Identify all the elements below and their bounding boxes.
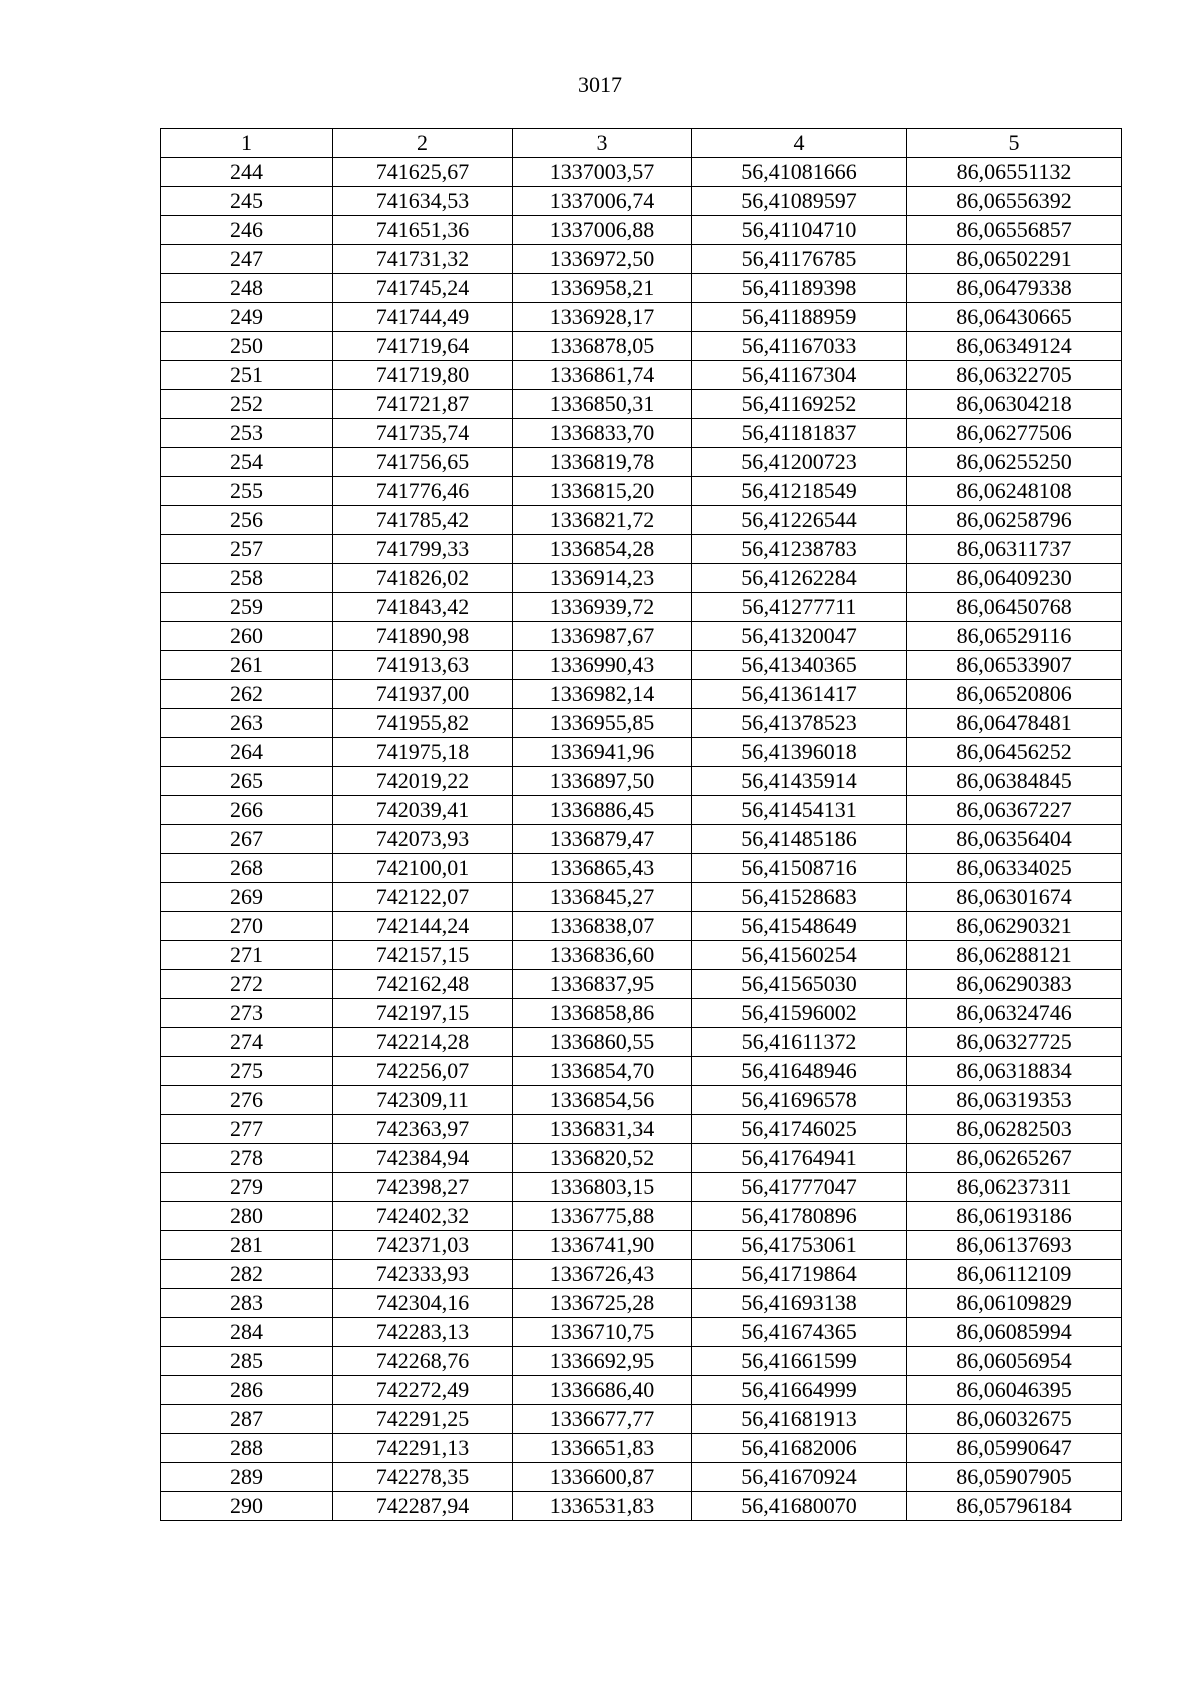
table-cell: 1336914,23 <box>513 564 692 593</box>
table-cell: 56,41508716 <box>692 854 907 883</box>
table-cell: 742122,07 <box>333 883 513 912</box>
table-row <box>161 1173 1122 1202</box>
table-cell: 741776,46 <box>333 477 513 506</box>
table-cell: 56,41693138 <box>692 1289 907 1318</box>
table-cell: 245 <box>161 187 333 216</box>
table-row <box>161 158 1122 187</box>
table-row <box>161 1434 1122 1463</box>
table-cell: 283 <box>161 1289 333 1318</box>
table-cell: 1336939,72 <box>513 593 692 622</box>
table-cell: 56,41661599 <box>692 1347 907 1376</box>
table-cell: 741937,00 <box>333 680 513 709</box>
column-header-3: 3 <box>513 129 692 158</box>
table-row <box>161 651 1122 680</box>
table-cell: 56,41435914 <box>692 767 907 796</box>
table-cell: 741843,42 <box>333 593 513 622</box>
table-row <box>161 1202 1122 1231</box>
table-cell: 742283,13 <box>333 1318 513 1347</box>
table-cell: 270 <box>161 912 333 941</box>
table-cell: 56,41340365 <box>692 651 907 680</box>
table-cell: 86,06318834 <box>907 1057 1122 1086</box>
table-cell: 56,41454131 <box>692 796 907 825</box>
table-cell: 1336897,50 <box>513 767 692 796</box>
table-cell: 56,41764941 <box>692 1144 907 1173</box>
table-cell: 285 <box>161 1347 333 1376</box>
table-row <box>161 564 1122 593</box>
table-header <box>161 129 1122 158</box>
table-cell: 1336958,21 <box>513 274 692 303</box>
table-cell: 56,41696578 <box>692 1086 907 1115</box>
table-cell: 1336725,28 <box>513 1289 692 1318</box>
table-cell: 742073,93 <box>333 825 513 854</box>
table-cell: 280 <box>161 1202 333 1231</box>
table-cell: 1336726,43 <box>513 1260 692 1289</box>
table-cell: 741719,80 <box>333 361 513 390</box>
table-cell: 56,41361417 <box>692 680 907 709</box>
table-cell: 1336860,55 <box>513 1028 692 1057</box>
table-cell: 1336941,96 <box>513 738 692 767</box>
table-cell: 86,06551132 <box>907 158 1122 187</box>
table-cell: 86,06409230 <box>907 564 1122 593</box>
table-cell: 273 <box>161 999 333 1028</box>
table-cell: 56,41262284 <box>692 564 907 593</box>
table-cell: 86,06319353 <box>907 1086 1122 1115</box>
table-row <box>161 361 1122 390</box>
table-cell: 86,06556392 <box>907 187 1122 216</box>
table-row <box>161 767 1122 796</box>
table-cell: 86,06282503 <box>907 1115 1122 1144</box>
table-cell: 1336886,45 <box>513 796 692 825</box>
table-cell: 86,06324746 <box>907 999 1122 1028</box>
table-cell: 1336990,43 <box>513 651 692 680</box>
table-cell: 56,41226544 <box>692 506 907 535</box>
table-cell: 86,06529116 <box>907 622 1122 651</box>
table-cell: 86,06265267 <box>907 1144 1122 1173</box>
table-cell: 56,41200723 <box>692 448 907 477</box>
table-cell: 86,06322705 <box>907 361 1122 390</box>
column-header-2: 2 <box>333 129 513 158</box>
table-cell: 86,06520806 <box>907 680 1122 709</box>
table-cell: 56,41780896 <box>692 1202 907 1231</box>
table-cell: 1336819,78 <box>513 448 692 477</box>
table-cell: 742157,15 <box>333 941 513 970</box>
table-cell: 56,41560254 <box>692 941 907 970</box>
table-cell: 56,41674365 <box>692 1318 907 1347</box>
table-cell: 741625,67 <box>333 158 513 187</box>
table-row <box>161 1144 1122 1173</box>
table-cell: 1336837,95 <box>513 970 692 999</box>
table-cell: 1337006,88 <box>513 216 692 245</box>
table-cell: 56,41682006 <box>692 1434 907 1463</box>
table-row <box>161 941 1122 970</box>
table-cell: 742333,93 <box>333 1260 513 1289</box>
table-cell: 741890,98 <box>333 622 513 651</box>
table-row <box>161 593 1122 622</box>
table-row <box>161 1231 1122 1260</box>
table-cell: 268 <box>161 854 333 883</box>
table-cell: 86,06533907 <box>907 651 1122 680</box>
table-row <box>161 1405 1122 1434</box>
table-cell: 271 <box>161 941 333 970</box>
table-cell: 56,41548649 <box>692 912 907 941</box>
table-cell: 86,05990647 <box>907 1434 1122 1463</box>
table-row <box>161 999 1122 1028</box>
table-cell: 56,41169252 <box>692 390 907 419</box>
table-cell: 1336861,74 <box>513 361 692 390</box>
table-row <box>161 854 1122 883</box>
table-cell: 742287,94 <box>333 1492 513 1521</box>
table-cell: 259 <box>161 593 333 622</box>
table-cell: 86,06367227 <box>907 796 1122 825</box>
table-cell: 56,41596002 <box>692 999 907 1028</box>
table-cell: 86,06137693 <box>907 1231 1122 1260</box>
table-cell: 255 <box>161 477 333 506</box>
table-cell: 86,06032675 <box>907 1405 1122 1434</box>
table-cell: 56,41396018 <box>692 738 907 767</box>
table-cell: 86,06277506 <box>907 419 1122 448</box>
table-cell: 86,06112109 <box>907 1260 1122 1289</box>
table-cell: 56,41777047 <box>692 1173 907 1202</box>
table-cell: 742019,22 <box>333 767 513 796</box>
table-cell: 269 <box>161 883 333 912</box>
table-cell: 282 <box>161 1260 333 1289</box>
table-cell: 260 <box>161 622 333 651</box>
table-cell: 267 <box>161 825 333 854</box>
table-cell: 741731,32 <box>333 245 513 274</box>
table-cell: 56,41277711 <box>692 593 907 622</box>
table-cell: 742384,94 <box>333 1144 513 1173</box>
table-cell: 256 <box>161 506 333 535</box>
table-cell: 1336865,43 <box>513 854 692 883</box>
table-cell: 742214,28 <box>333 1028 513 1057</box>
page-number: 3017 <box>578 72 622 97</box>
table-cell: 247 <box>161 245 333 274</box>
table-cell: 742278,35 <box>333 1463 513 1492</box>
table-cell: 86,06450768 <box>907 593 1122 622</box>
table-row <box>161 216 1122 245</box>
table-cell: 251 <box>161 361 333 390</box>
table-cell: 742371,03 <box>333 1231 513 1260</box>
table-cell: 86,06237311 <box>907 1173 1122 1202</box>
table-cell: 1336955,85 <box>513 709 692 738</box>
table-cell: 86,06334025 <box>907 854 1122 883</box>
table-cell: 1336741,90 <box>513 1231 692 1260</box>
table-cell: 1336858,86 <box>513 999 692 1028</box>
table-cell: 86,06349124 <box>907 332 1122 361</box>
table-cell: 289 <box>161 1463 333 1492</box>
table-cell: 86,06456252 <box>907 738 1122 767</box>
table-cell: 742291,13 <box>333 1434 513 1463</box>
table-row <box>161 448 1122 477</box>
column-header-1: 1 <box>161 129 333 158</box>
table-cell: 261 <box>161 651 333 680</box>
table-cell: 56,41680070 <box>692 1492 907 1521</box>
table-cell: 86,06356404 <box>907 825 1122 854</box>
table-cell: 56,41753061 <box>692 1231 907 1260</box>
table-cell: 56,41218549 <box>692 477 907 506</box>
table-cell: 742197,15 <box>333 999 513 1028</box>
table-cell: 86,06046395 <box>907 1376 1122 1405</box>
coordinates-table <box>160 128 1122 1521</box>
table-cell: 1336803,15 <box>513 1173 692 1202</box>
table-cell: 1336838,07 <box>513 912 692 941</box>
table-cell: 741634,53 <box>333 187 513 216</box>
table-cell: 252 <box>161 390 333 419</box>
table-cell: 86,06311737 <box>907 535 1122 564</box>
table-cell: 1336854,70 <box>513 1057 692 1086</box>
table-cell: 56,41378523 <box>692 709 907 738</box>
table-cell: 249 <box>161 303 333 332</box>
table-cell: 1336982,14 <box>513 680 692 709</box>
table-cell: 1336987,67 <box>513 622 692 651</box>
table-row <box>161 1289 1122 1318</box>
table-cell: 741721,87 <box>333 390 513 419</box>
table-row <box>161 680 1122 709</box>
table-cell: 266 <box>161 796 333 825</box>
table-cell: 290 <box>161 1492 333 1521</box>
table-cell: 741745,24 <box>333 274 513 303</box>
table-cell: 1336600,87 <box>513 1463 692 1492</box>
table-row <box>161 274 1122 303</box>
table-cell: 86,06430665 <box>907 303 1122 332</box>
table-cell: 56,41670924 <box>692 1463 907 1492</box>
table-cell: 56,41681913 <box>692 1405 907 1434</box>
table-row <box>161 1086 1122 1115</box>
table-cell: 1336845,27 <box>513 883 692 912</box>
table-cell: 742304,16 <box>333 1289 513 1318</box>
table-cell: 286 <box>161 1376 333 1405</box>
table-cell: 741955,82 <box>333 709 513 738</box>
table-cell: 246 <box>161 216 333 245</box>
table-cell: 1336651,83 <box>513 1434 692 1463</box>
table-cell: 86,05796184 <box>907 1492 1122 1521</box>
table-row <box>161 419 1122 448</box>
table-cell: 1336775,88 <box>513 1202 692 1231</box>
table-row <box>161 883 1122 912</box>
table-cell: 1336928,17 <box>513 303 692 332</box>
table-cell: 254 <box>161 448 333 477</box>
table-cell: 281 <box>161 1231 333 1260</box>
table-cell: 742268,76 <box>333 1347 513 1376</box>
table-cell: 263 <box>161 709 333 738</box>
table-row <box>161 1057 1122 1086</box>
table-cell: 1336710,75 <box>513 1318 692 1347</box>
table-body <box>161 158 1122 1521</box>
table-cell: 742272,49 <box>333 1376 513 1405</box>
table-row <box>161 245 1122 274</box>
table-cell: 742144,24 <box>333 912 513 941</box>
table-row <box>161 477 1122 506</box>
table-cell: 265 <box>161 767 333 796</box>
table-cell: 56,41167033 <box>692 332 907 361</box>
table-cell: 278 <box>161 1144 333 1173</box>
table-row <box>161 825 1122 854</box>
table-row <box>161 1492 1122 1521</box>
table-row <box>161 970 1122 999</box>
table-cell: 56,41104710 <box>692 216 907 245</box>
table-cell: 56,41611372 <box>692 1028 907 1057</box>
table-cell: 742256,07 <box>333 1057 513 1086</box>
table-cell: 1336833,70 <box>513 419 692 448</box>
table-row <box>161 332 1122 361</box>
table-cell: 1336850,31 <box>513 390 692 419</box>
table-row <box>161 796 1122 825</box>
table-cell: 742291,25 <box>333 1405 513 1434</box>
table-cell: 1336854,56 <box>513 1086 692 1115</box>
column-header-5: 5 <box>907 129 1122 158</box>
table-cell: 742398,27 <box>333 1173 513 1202</box>
table-cell: 258 <box>161 564 333 593</box>
table-row <box>161 506 1122 535</box>
table-cell: 86,06327725 <box>907 1028 1122 1057</box>
table-row <box>161 1347 1122 1376</box>
table-cell: 56,41565030 <box>692 970 907 999</box>
table-cell: 1336677,77 <box>513 1405 692 1434</box>
table-cell: 56,41746025 <box>692 1115 907 1144</box>
table-cell: 86,06056954 <box>907 1347 1122 1376</box>
table-row <box>161 1028 1122 1057</box>
table-cell: 741651,36 <box>333 216 513 245</box>
table-row <box>161 709 1122 738</box>
table-cell: 741744,49 <box>333 303 513 332</box>
table-row <box>161 1115 1122 1144</box>
table-cell: 279 <box>161 1173 333 1202</box>
table-cell: 257 <box>161 535 333 564</box>
table-cell: 1336972,50 <box>513 245 692 274</box>
table-cell: 1336815,20 <box>513 477 692 506</box>
table-cell: 56,41089597 <box>692 187 907 216</box>
table-cell: 86,06255250 <box>907 448 1122 477</box>
table-cell: 56,41320047 <box>692 622 907 651</box>
table-cell: 86,06384845 <box>907 767 1122 796</box>
table-cell: 253 <box>161 419 333 448</box>
table-cell: 244 <box>161 158 333 187</box>
table-cell: 742162,48 <box>333 970 513 999</box>
table-cell: 741913,63 <box>333 651 513 680</box>
table-cell: 288 <box>161 1434 333 1463</box>
table-cell: 86,06258796 <box>907 506 1122 535</box>
table-cell: 277 <box>161 1115 333 1144</box>
table-cell: 86,06248108 <box>907 477 1122 506</box>
table-cell: 1336531,83 <box>513 1492 692 1521</box>
table-cell: 742309,11 <box>333 1086 513 1115</box>
table-cell: 56,41485186 <box>692 825 907 854</box>
table-cell: 741785,42 <box>333 506 513 535</box>
table-cell: 86,06109829 <box>907 1289 1122 1318</box>
table-cell: 1336836,60 <box>513 941 692 970</box>
table-cell: 56,41528683 <box>692 883 907 912</box>
table-cell: 1336878,05 <box>513 332 692 361</box>
table-row <box>161 1318 1122 1347</box>
table-cell: 276 <box>161 1086 333 1115</box>
table-cell: 1336831,34 <box>513 1115 692 1144</box>
table-cell: 1337003,57 <box>513 158 692 187</box>
table-row <box>161 1463 1122 1492</box>
table-cell: 56,41181837 <box>692 419 907 448</box>
table-cell: 86,06288121 <box>907 941 1122 970</box>
table-cell: 56,41188959 <box>692 303 907 332</box>
table-cell: 274 <box>161 1028 333 1057</box>
table-cell: 1336686,40 <box>513 1376 692 1405</box>
table-row <box>161 622 1122 651</box>
table-cell: 1336820,52 <box>513 1144 692 1173</box>
table-cell: 741756,65 <box>333 448 513 477</box>
table-cell: 86,05907905 <box>907 1463 1122 1492</box>
table-cell: 86,06502291 <box>907 245 1122 274</box>
table-row <box>161 912 1122 941</box>
table-cell: 1336821,72 <box>513 506 692 535</box>
table-cell: 262 <box>161 680 333 709</box>
table-cell: 86,06193186 <box>907 1202 1122 1231</box>
table-cell: 742100,01 <box>333 854 513 883</box>
table-cell: 56,41648946 <box>692 1057 907 1086</box>
table-cell: 742402,32 <box>333 1202 513 1231</box>
table-cell: 250 <box>161 332 333 361</box>
table-cell: 86,06478481 <box>907 709 1122 738</box>
table-cell: 56,41081666 <box>692 158 907 187</box>
table-row <box>161 738 1122 767</box>
table-cell: 1336692,95 <box>513 1347 692 1376</box>
table-cell: 56,41189398 <box>692 274 907 303</box>
table-cell: 86,06301674 <box>907 883 1122 912</box>
table-cell: 56,41238783 <box>692 535 907 564</box>
table-cell: 56,41719864 <box>692 1260 907 1289</box>
table-cell: 741719,64 <box>333 332 513 361</box>
table-row <box>161 303 1122 332</box>
table-cell: 86,06304218 <box>907 390 1122 419</box>
table-cell: 1336854,28 <box>513 535 692 564</box>
table-cell: 264 <box>161 738 333 767</box>
table-cell: 86,06290321 <box>907 912 1122 941</box>
table-cell: 56,41167304 <box>692 361 907 390</box>
table-cell: 275 <box>161 1057 333 1086</box>
table-cell: 1337006,74 <box>513 187 692 216</box>
table-cell: 56,41664999 <box>692 1376 907 1405</box>
header-row <box>161 129 1122 158</box>
table-row <box>161 390 1122 419</box>
table-cell: 287 <box>161 1405 333 1434</box>
table-row <box>161 1260 1122 1289</box>
table-cell: 248 <box>161 274 333 303</box>
table-cell: 86,06479338 <box>907 274 1122 303</box>
table-cell: 741826,02 <box>333 564 513 593</box>
table-cell: 741735,74 <box>333 419 513 448</box>
table-cell: 86,06290383 <box>907 970 1122 999</box>
table-cell: 284 <box>161 1318 333 1347</box>
table-cell: 741975,18 <box>333 738 513 767</box>
table-cell: 272 <box>161 970 333 999</box>
table-cell: 1336879,47 <box>513 825 692 854</box>
table-row <box>161 187 1122 216</box>
table-cell: 741799,33 <box>333 535 513 564</box>
table-cell: 742039,41 <box>333 796 513 825</box>
table-cell: 86,06085994 <box>907 1318 1122 1347</box>
column-header-4: 4 <box>692 129 907 158</box>
table-row <box>161 1376 1122 1405</box>
table-cell: 86,06556857 <box>907 216 1122 245</box>
table-cell: 56,41176785 <box>692 245 907 274</box>
table-row <box>161 535 1122 564</box>
table-cell: 742363,97 <box>333 1115 513 1144</box>
